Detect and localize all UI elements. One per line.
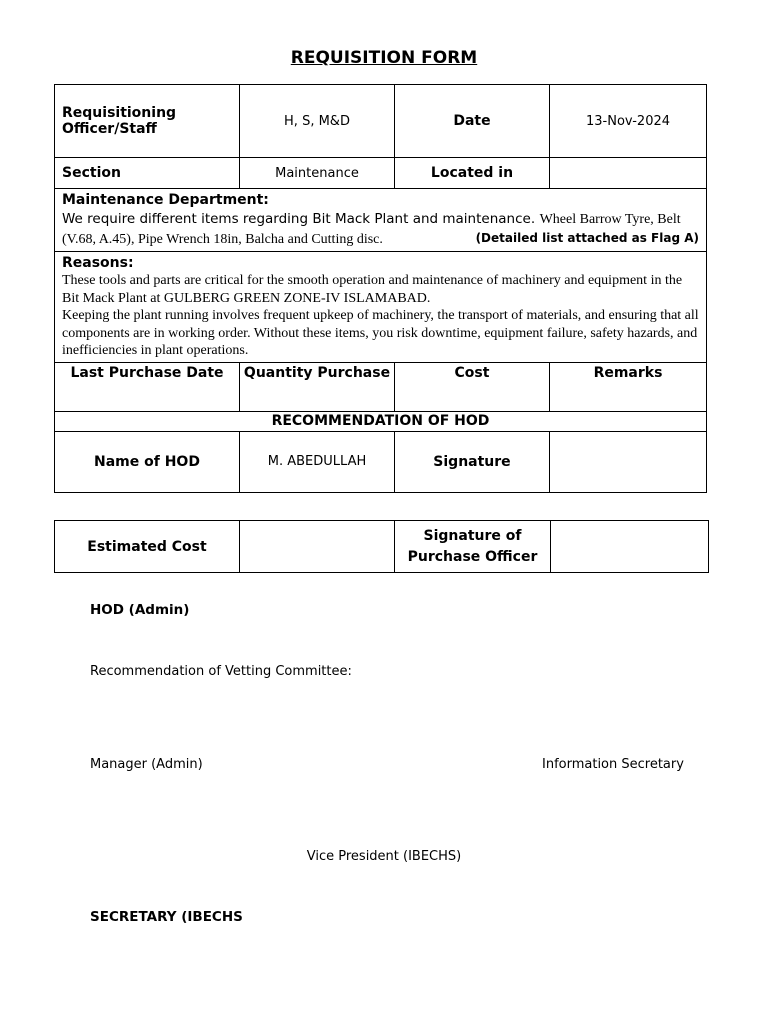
purchase-officer-signature-label: Signature of Purchase Officer xyxy=(395,521,551,573)
requisition-table xyxy=(54,84,707,493)
department-items: Wheel Barrow Tyre, Belt (V.68, A.45), Pipe Wrench 18in, Balcha and Cutting disc. xyxy=(62,212,681,247)
quantity-purchase-header: Quantity Purchase xyxy=(240,362,395,411)
remarks-header: Remarks xyxy=(550,362,707,411)
cost-header: Cost xyxy=(395,362,550,411)
estimated-cost-label: Estimated Cost xyxy=(55,521,240,573)
officer-label: Requisitioning Officer/Staff xyxy=(55,85,240,158)
reasons-cell xyxy=(55,252,707,363)
cost-table xyxy=(54,520,709,573)
date-value: 13-Nov-2024 xyxy=(550,85,707,158)
department-text: We require different items regarding Bit Mack Plant and maintenance. xyxy=(62,211,536,227)
located-value xyxy=(550,158,707,189)
located-label: Located in xyxy=(395,158,550,189)
flag-note: (Detailed list attached as Flag A) xyxy=(475,231,699,245)
vetting-committee-label: Recommendation of Vetting Committee: xyxy=(90,664,352,679)
section-value: Maintenance xyxy=(240,158,395,189)
estimated-cost-field[interactable] xyxy=(240,521,395,573)
hod-signature-field[interactable] xyxy=(550,431,707,492)
hod-admin-label: HOD (Admin) xyxy=(90,602,190,618)
form-title: REQUISITION FORM xyxy=(290,48,478,68)
hod-signature-label: Signature xyxy=(395,431,550,492)
hod-name-label: Name of HOD xyxy=(55,431,240,492)
department-cell xyxy=(55,189,707,252)
purchase-officer-signature-field[interactable] xyxy=(551,521,709,573)
officer-value: H, S, M&D xyxy=(240,85,395,158)
secretary-label: SECRETARY (IBECHS xyxy=(90,909,243,925)
last-purchase-date-header: Last Purchase Date xyxy=(55,362,240,411)
hod-name-value: M. ABEDULLAH xyxy=(240,431,395,492)
section-label: Section xyxy=(55,158,240,189)
manager-admin-label: Manager (Admin) xyxy=(90,757,203,772)
recommendation-heading: RECOMMENDATION OF HOD xyxy=(55,411,707,431)
reasons-para-1: These tools and parts are critical for the smooth operation and maintenance of machinery and equipment in the Bit Mack Plant at GULBERG GREEN ZONE-IV ISLAMABAD. xyxy=(62,273,683,306)
reasons-heading: Reasons: xyxy=(62,255,134,271)
vice-president-label: Vice President (IBECHS) xyxy=(306,849,462,864)
department-heading: Maintenance Department: xyxy=(62,192,269,208)
information-secretary-label: Information Secretary xyxy=(542,757,684,772)
date-label: Date xyxy=(395,85,550,158)
reasons-para-2: Keeping the plant running involves frequent upkeep of machinery, the transport of materials, and ensuring that all components are in working order. Without these items, you risk downtime, equipment failure, safety hazards, and inefficiencies in plant operations. xyxy=(62,308,699,358)
